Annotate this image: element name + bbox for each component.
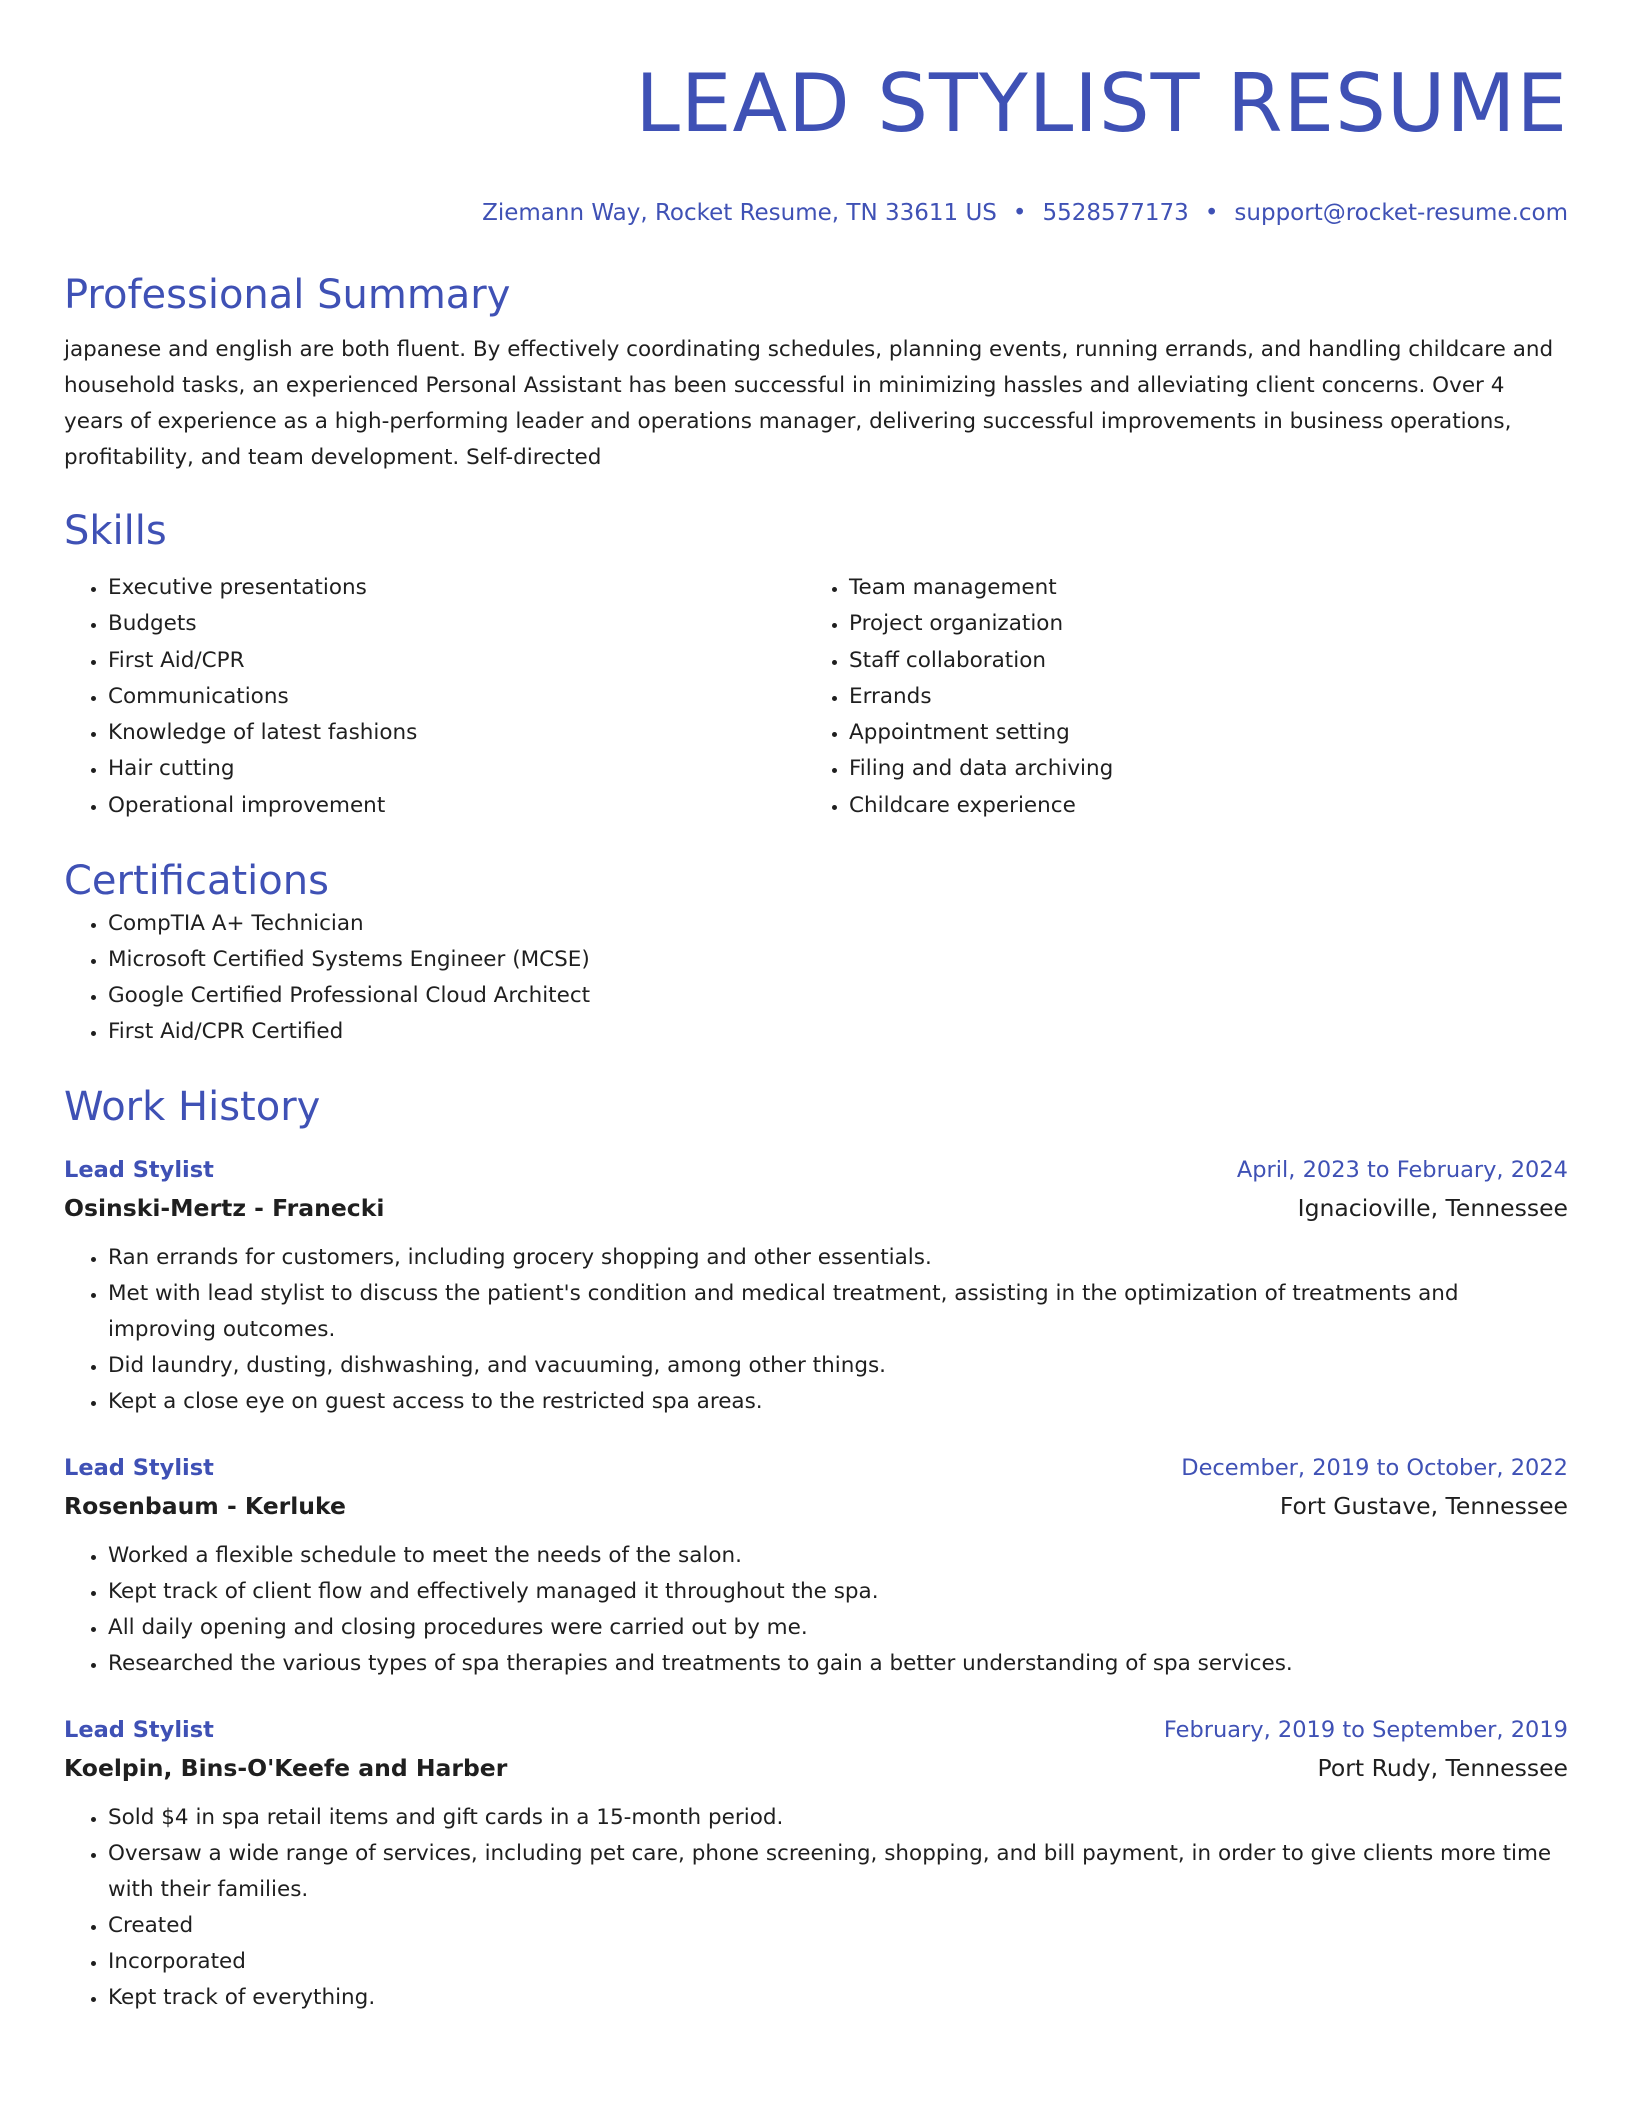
job-role: Lead Stylist: [64, 1455, 214, 1482]
job-header: [64, 1450, 1568, 1486]
job-duty: • Did laundry, dusting, dishwashing, and vacuuming, among other things.: [108, 1348, 1568, 1384]
job-duties: [64, 1538, 1568, 1682]
skills-heading: Skills: [64, 508, 167, 554]
skill-item: • Knowledge of latest fashions: [108, 715, 805, 751]
skill-item: • Hair cutting: [108, 751, 805, 787]
skill-item: • Staff collaboration: [849, 643, 1546, 679]
job-duty: • Sold $4 in spa retail items and gift cards in a 15-month period.: [108, 1800, 1568, 1836]
job-duty: • All daily opening and closing procedures were carried out by me.: [108, 1610, 1568, 1646]
job-duty: • Created: [108, 1908, 1568, 1944]
job-dates: April, 2023 to February, 2024: [1236, 1157, 1568, 1184]
contact-address: Ziemann Way, Rocket Resume, TN 33611 US: [482, 200, 997, 226]
certification-item: • First Aid/CPR Certified: [108, 1014, 1568, 1050]
contact-email: support@rocket-resume.com: [1234, 200, 1568, 226]
job-subheader: [64, 1486, 1568, 1526]
skills-column-right: [805, 570, 1546, 824]
job-duty: • Worked a flexible schedule to meet the needs of the salon.: [108, 1538, 1568, 1574]
skills-column-left: [64, 570, 805, 824]
job-duties: [64, 1240, 1568, 1420]
certifications-heading: Certifications: [64, 858, 329, 905]
summary-text: japanese and english are both fluent. By effectively coordinating schedules, planning events, running errands, and handling childcare and household tasks, an experienced Personal Assistant has been successful in minimizing hassles and alleviating client concerns. Over 4 years of experience as a high-performing leader and operations manager, delivering successful improvements in business operations, profitability, and team development. Self-directed: [64, 337, 1554, 470]
certification-item: • CompTIA A+ Technician: [108, 906, 1568, 942]
job-entry: [64, 1152, 1568, 1420]
skill-item: • Childcare experience: [849, 788, 1546, 824]
certification-item: • Microsoft Certified Systems Engineer (MCSE): [108, 942, 1568, 978]
contact-phone: 5528577173: [1042, 200, 1189, 226]
skills-list-right: [805, 570, 1546, 824]
contact-line: [64, 198, 1568, 228]
job-entry: [64, 1450, 1568, 1682]
job-subheader: [64, 1748, 1568, 1788]
job-duties: [64, 1800, 1568, 2016]
skill-item: • Budgets: [108, 606, 805, 642]
certification-item: • Google Certified Professional Cloud Architect: [108, 978, 1568, 1014]
summary-heading: Professional Summary: [64, 272, 511, 318]
skill-item: • Errands: [849, 679, 1546, 715]
skill-item: • Operational improvement: [108, 788, 805, 824]
job-duty: • Kept a close eye on guest access to the restricted spa areas.: [108, 1384, 1568, 1420]
job-dates: December, 2019 to October, 2022: [1181, 1455, 1568, 1482]
skill-item: • Filing and data archiving: [849, 751, 1546, 787]
job-header: [64, 1152, 1568, 1188]
skill-item: • Project organization: [849, 606, 1546, 642]
certifications-list: [64, 906, 1568, 1050]
work-history-heading: Work History: [64, 1084, 321, 1131]
job-duty: • Met with lead stylist to discuss the patient's condition and medical treatment, assisting in the optimization of treatments and improving outcomes.: [108, 1276, 1568, 1348]
resume-title: LEAD STYLIST RESUME: [635, 57, 1568, 150]
contact-separator: •: [1012, 200, 1027, 226]
skill-item: • First Aid/CPR: [108, 643, 805, 679]
contact-separator: •: [1204, 200, 1219, 226]
skill-item: • Team management: [849, 570, 1546, 606]
skill-item: • Appointment setting: [849, 715, 1546, 751]
skill-item: • Communications: [108, 679, 805, 715]
job-location: Ignacioville, Tennessee: [1297, 1194, 1568, 1223]
job-location: Fort Gustave, Tennessee: [1279, 1492, 1568, 1521]
job-company: Osinski-Mertz - Franecki: [64, 1194, 385, 1223]
job-dates: February, 2019 to September, 2019: [1163, 1717, 1568, 1744]
skill-item: • Executive presentations: [108, 570, 805, 606]
job-duty: • Ran errands for customers, including grocery shopping and other essentials.: [108, 1240, 1568, 1276]
job-duty: • Incorporated: [108, 1944, 1568, 1980]
job-entry: [64, 1712, 1568, 2016]
skills-grid: [64, 570, 1568, 824]
job-header: [64, 1712, 1568, 1748]
job-location: Port Rudy, Tennessee: [1317, 1754, 1568, 1783]
job-role: Lead Stylist: [64, 1717, 214, 1744]
job-company: Koelpin, Bins-O'Keefe and Harber: [64, 1754, 508, 1783]
job-subheader: [64, 1188, 1568, 1228]
job-duty: • Researched the various types of spa therapies and treatments to gain a better understanding of spa services.: [108, 1646, 1568, 1682]
job-role: Lead Stylist: [64, 1157, 214, 1184]
job-duty: • Kept track of everything.: [108, 1980, 1568, 2016]
job-duty: • Kept track of client flow and effectively managed it throughout the spa.: [108, 1574, 1568, 1610]
job-duty: • Oversaw a wide range of services, including pet care, phone screening, shopping, and bill payment, in order to give clients more time with their families.: [108, 1836, 1568, 1908]
job-company: Rosenbaum - Kerluke: [64, 1492, 346, 1521]
skills-list-left: [64, 570, 805, 824]
